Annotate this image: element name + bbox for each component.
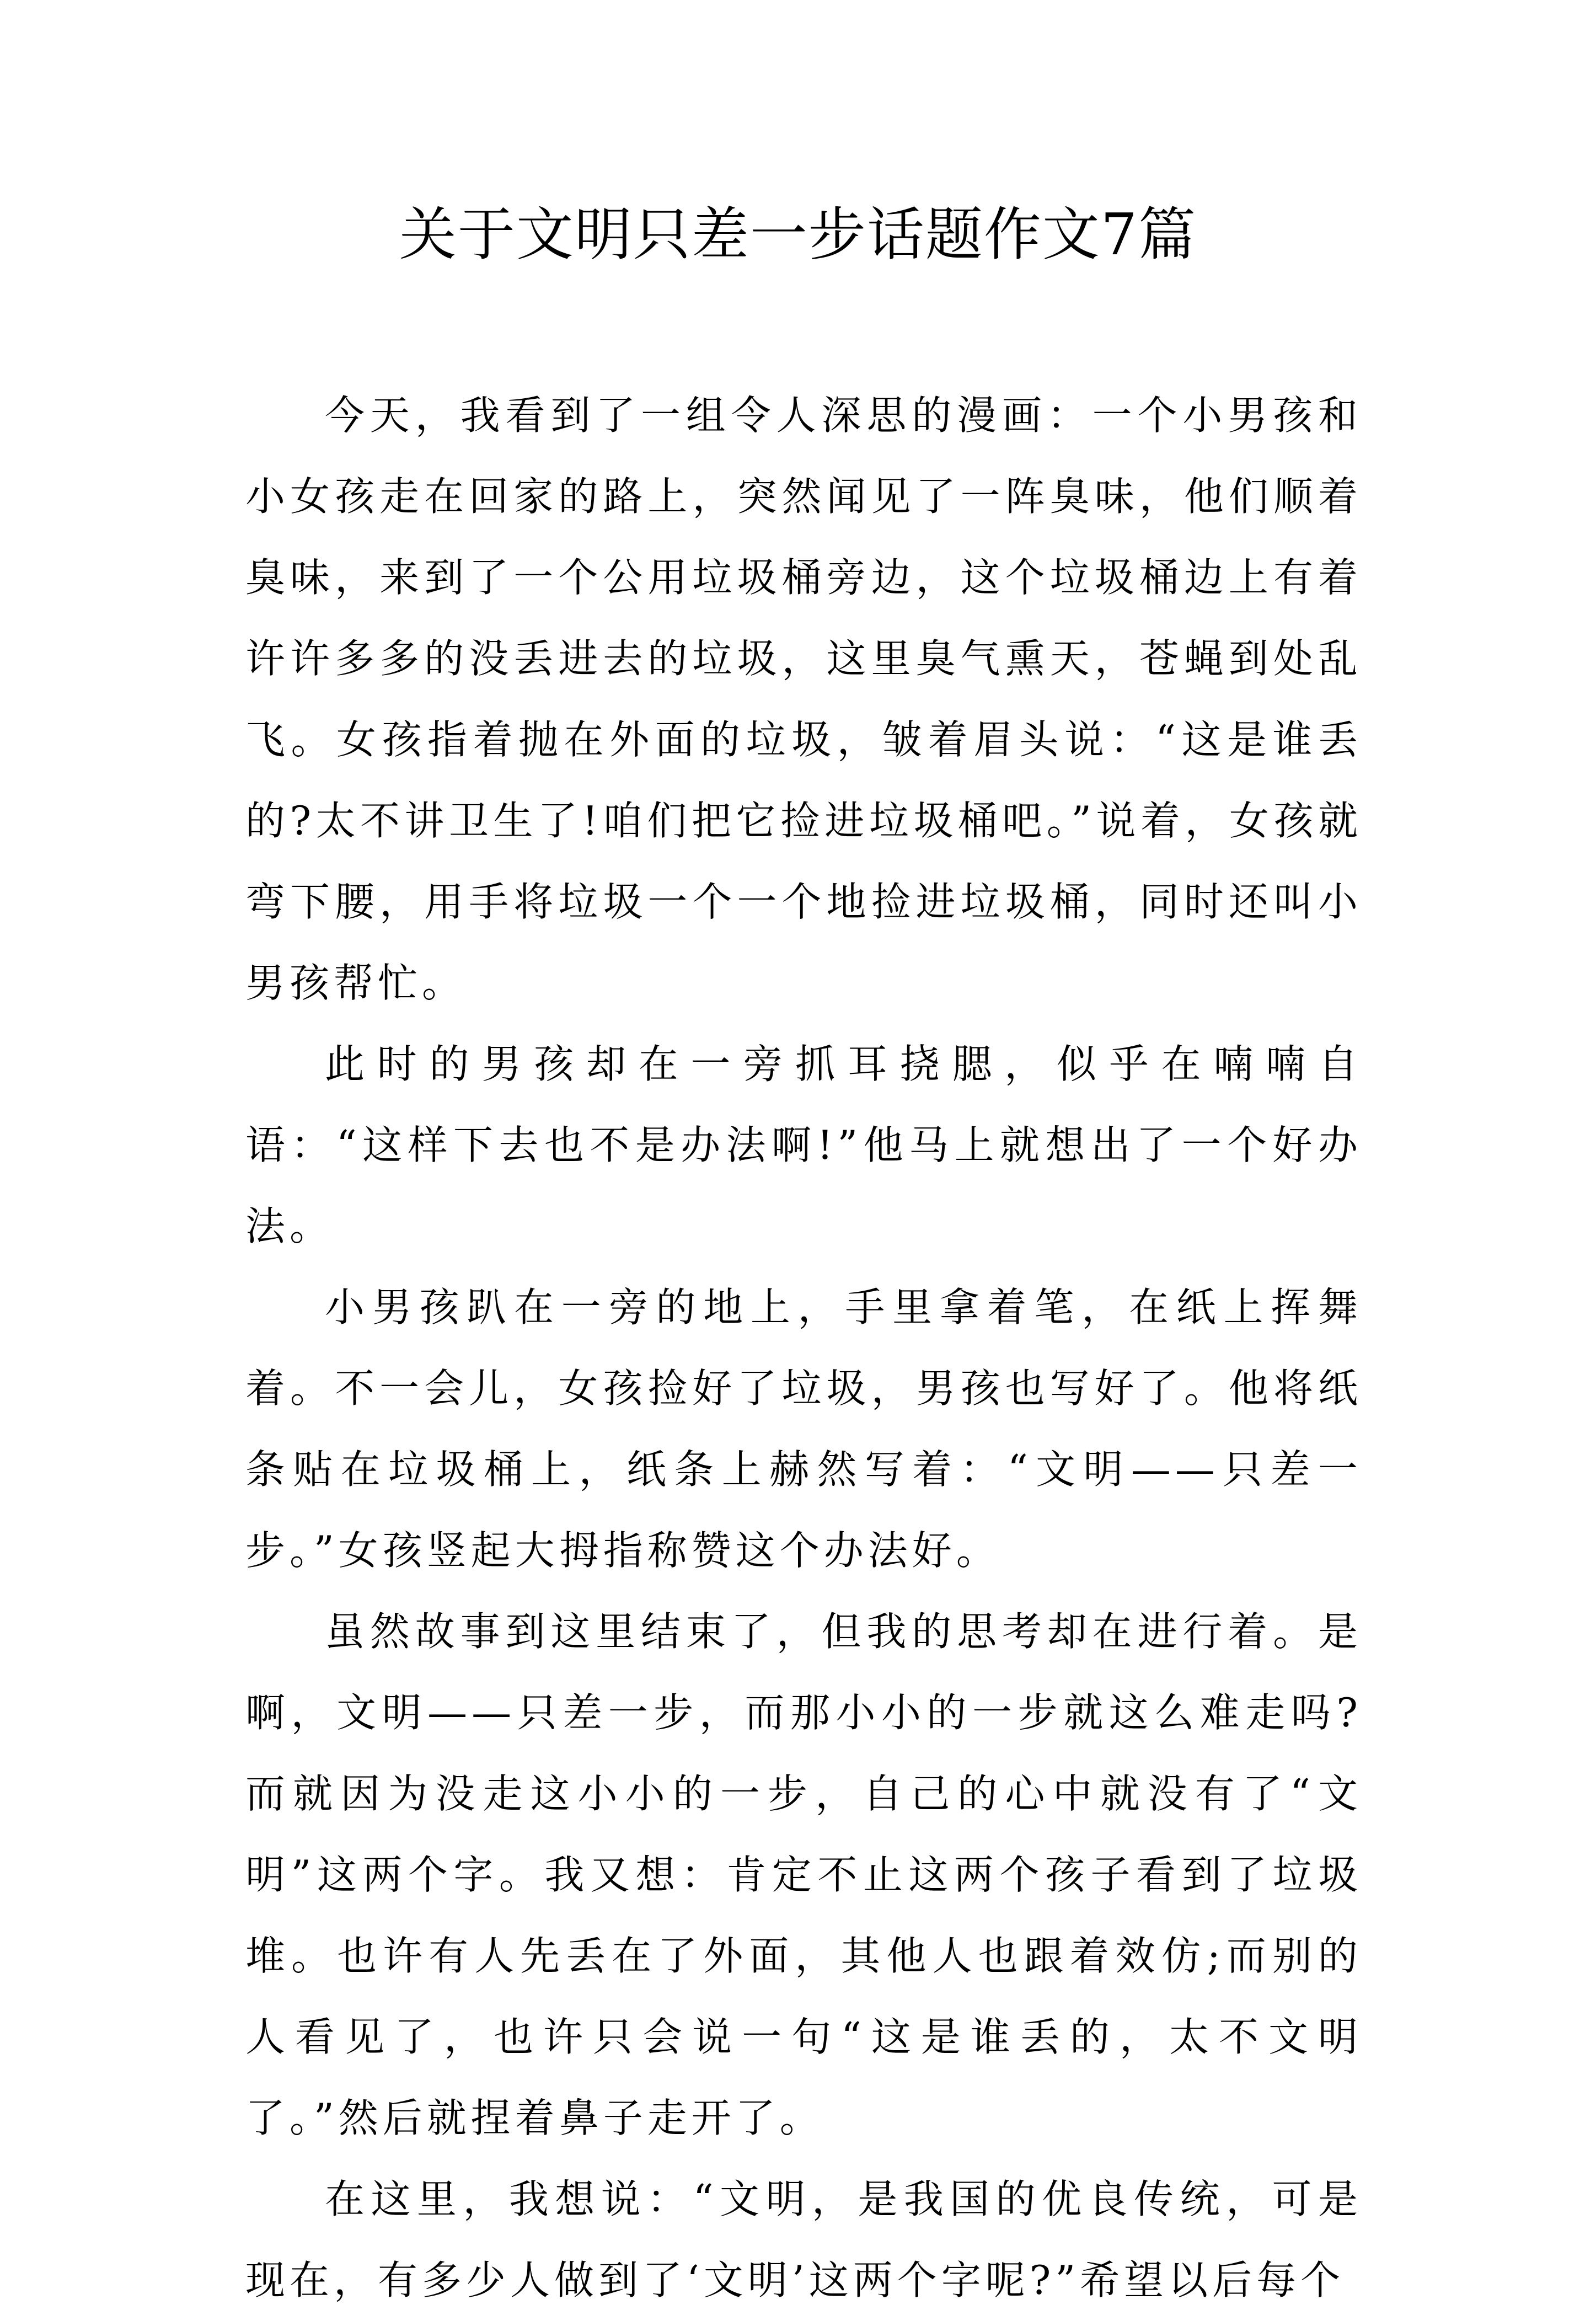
paragraph-5: 在这里，我想说：“文明，是我国的优良传统，可是现在，有多少人做到了‘文明’这两个字呢?”希望以后每个 [245, 2176, 1362, 2303]
paragraph-3: 小男孩趴在一旁的地上，手里拿着笔，在纸上挥舞着。不一会儿，女孩捡好了垃圾，男孩也写好了。他将纸条贴在垃圾桶上，纸条上赫然写着：“文明——只差一步。”女孩竖起大拇指称赞这个办法好。 [245, 1284, 1362, 1574]
paragraph-2: 此时的男孩却在一旁抓耳挠腮，似乎在喃喃自语：“这样下去也不是办法啊!”他马上就想出了一个好办法。 [245, 1041, 1362, 1249]
paragraph-1: 今天，我看到了一组令人深思的漫画：一个小男孩和小女孩走在回家的路上，突然闻见了一阵臭味，他们顺着臭味，来到了一个公用垃圾桶旁边，这个垃圾桶边上有着许许多多的没丢进去的垃圾，这里臭气熏天，苍蝇到处乱飞。女孩指着抛在外面的垃圾，皱着眉头说：“这是谁丢的?太不讲卫生了!咱们把它捡进垃圾桶吧。”说着，女孩就弯下腰，用手将垃圾一个一个地捡进垃圾桶，同时还叫小男孩帮忙。 [245, 392, 1362, 1006]
paragraph-4: 虽然故事到这里结束了，但我的思考却在进行着。是啊，文明——只差一步，而那小小的一步就这么难走吗?而就因为没走这小小的一步，自己的心中就没有了“文明”这两个字。我又想：肯定不止这两个孩子看到了垃圾堆。也许有人先丢在了外面，其他人也跟着效仿;而别的人看见了，也许只会说一句“这是谁丢的，太不文明了。”然后就捏着鼻子走开了。 [245, 1608, 1362, 2141]
document-body [245, 375, 1362, 2321]
document-title: 关于文明只差一步话题作文7篇 [399, 201, 1197, 268]
